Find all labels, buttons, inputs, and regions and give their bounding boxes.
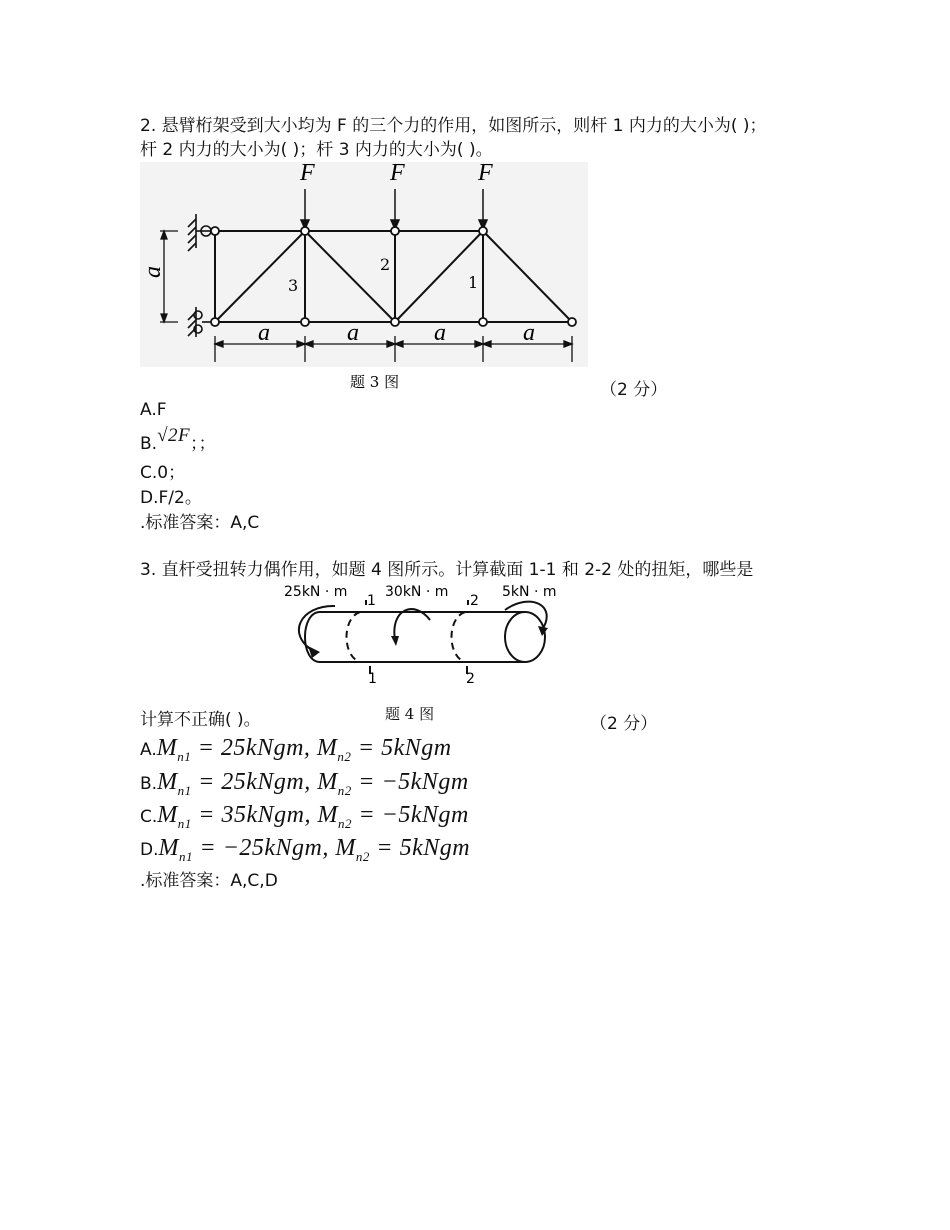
section-label-top: 1 — [367, 593, 376, 609]
shaft-figure — [280, 580, 570, 690]
q2-option-d[interactable]: D.F/2。 — [140, 488, 202, 508]
torque-label: 25kN · m — [284, 584, 348, 600]
section-label-bottom: 1 — [368, 671, 377, 687]
span-label: a — [523, 320, 536, 346]
q2-option-a[interactable]: A.F — [140, 400, 167, 420]
q3-option-a[interactable]: $A.M_{n1}$ = 25kNgm, $M_{n2}$ = 5kNgm — [140, 735, 452, 764]
span-label: a — [434, 320, 447, 346]
q2-stem-line1: 2. 悬臂桁架受到大小均为 F 的三个力的作用，如图所示，则杆 1 内力的大小为( )； — [140, 116, 767, 136]
q3-stem-line2: 计算不正确( )。 — [140, 710, 261, 730]
sqrt2-formula: √2F — [157, 425, 191, 446]
q3-stem-line1: 3. 直杆受扭转力偶作用，如题 4 图所示。计算截面 1-1 和 2-2 处的扭矩，哪些是 — [140, 560, 754, 580]
force-label: F — [300, 162, 316, 186]
truss-figure — [140, 162, 600, 392]
q2-score: （2 分） — [600, 380, 668, 400]
q3-option-c[interactable]: $C.M_{n1}$ = 35kNgm, $M_{n2}$ = −5kNgm — [140, 802, 469, 831]
torque-label: 30kN · m — [385, 584, 449, 600]
q3-figure-caption: 题 4 图 — [385, 705, 435, 723]
member-label: 1 — [468, 273, 479, 292]
q3-answer: .标准答案：A,C,D — [140, 871, 278, 891]
q3-score: （2 分） — [590, 714, 658, 734]
member-label: 3 — [288, 276, 299, 295]
figure-caption: 题 3 图 — [350, 373, 400, 391]
torque-label: 5kN · m — [502, 584, 557, 600]
span-label: a — [347, 320, 360, 346]
height-label: a — [140, 265, 166, 278]
span-label: a — [258, 320, 271, 346]
q2-stem-line2: 杆 2 内力的大小为( )；杆 3 内力的大小为( )。 — [140, 140, 493, 160]
q2-option-c[interactable]: C.0； — [140, 463, 186, 483]
member-label: 2 — [380, 255, 391, 274]
q2-option-b[interactable]: B.√2F；； — [140, 425, 216, 454]
section-label-bottom: 2 — [466, 671, 475, 687]
section-label-top: 2 — [470, 593, 479, 609]
force-label: F — [390, 162, 406, 186]
force-label: F — [478, 162, 494, 186]
q3-option-b[interactable]: $B.M_{n1}$ = 25kNgm, $M_{n2}$ = −5kNgm — [140, 769, 469, 798]
q3-option-d[interactable]: $D.M_{n1}$ = −25kNgm, $M_{n2}$ = 5kNgm — [140, 835, 471, 864]
q2-answer: .标准答案：A,C — [140, 513, 260, 533]
